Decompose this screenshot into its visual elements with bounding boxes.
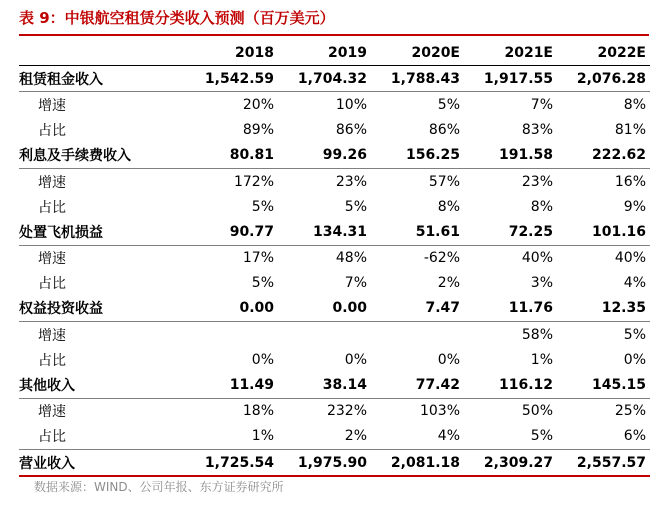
value-cell: 90.77 [185, 219, 278, 245]
value-cell: 20% [242, 96, 274, 113]
value-cell: -62% [423, 250, 460, 267]
value-cell: 1% [530, 351, 553, 368]
value-cell: 25% [614, 403, 646, 420]
value-cell: 0% [623, 351, 646, 368]
value-cell: 50% [521, 403, 553, 420]
table-row [19, 118, 650, 143]
value-cell: 58% [521, 326, 553, 343]
value-cell: 99.26 [278, 143, 371, 169]
value-cell: 7% [344, 275, 367, 292]
value-cell: 86% [335, 122, 367, 139]
row-label: 占比 [38, 276, 66, 293]
row-label: 占比 [38, 352, 66, 369]
value-cell: 72.25 [464, 219, 557, 245]
row-label: 增速 [38, 174, 66, 191]
value-cell: 2,557.57 [557, 450, 650, 477]
value-cell: 156.25 [371, 143, 464, 169]
row-label: 权益投资收益 [19, 296, 185, 322]
row-label: 处置飞机损益 [19, 219, 185, 245]
title-divider [19, 34, 649, 36]
value-cell: 11.49 [185, 372, 278, 398]
column-header: 2021E [464, 40, 557, 66]
row-label: 增速 [38, 327, 66, 344]
value-cell: 145.15 [557, 372, 650, 398]
value-cell: 5% [251, 198, 274, 215]
value-cell: 1% [251, 428, 274, 445]
value-cell [371, 322, 464, 348]
value-cell: 0% [437, 351, 460, 368]
value-cell: 2,081.18 [371, 450, 464, 477]
table-row [19, 143, 650, 169]
table-row [19, 398, 650, 424]
value-cell: 51.61 [371, 219, 464, 245]
table-row [19, 450, 650, 477]
value-cell: 80.81 [185, 143, 278, 169]
revenue-forecast-table [19, 40, 650, 477]
table-row [19, 347, 650, 372]
value-cell: 0.00 [278, 296, 371, 322]
value-cell: 23% [521, 173, 553, 190]
value-cell: 12.35 [557, 296, 650, 322]
row-label: 其他收入 [19, 372, 185, 398]
value-cell: 222.62 [557, 143, 650, 169]
row-label: 占比 [38, 199, 66, 216]
table-row [19, 168, 650, 194]
value-cell: 8% [530, 198, 553, 215]
table-row [19, 424, 650, 450]
value-cell: 48% [335, 250, 367, 267]
value-cell: 6% [623, 428, 646, 445]
value-cell: 2,076.28 [557, 66, 650, 92]
value-cell: 23% [335, 173, 367, 190]
table-row [19, 92, 650, 118]
column-header: 2020E [371, 40, 464, 66]
row-label: 占比 [38, 123, 66, 140]
table-body [19, 66, 650, 477]
row-label: 租赁租金收入 [19, 66, 185, 92]
table-row [19, 372, 650, 398]
value-cell: 2,309.27 [464, 450, 557, 477]
table-title: 表 9：中银航空租赁分类收入预测（百万美元） [19, 9, 335, 27]
row-label: 增速 [38, 97, 66, 114]
value-cell: 116.12 [464, 372, 557, 398]
value-cell: 11.76 [464, 296, 557, 322]
value-cell: 18% [242, 403, 274, 420]
value-cell: 81% [614, 122, 646, 139]
value-cell: 38.14 [278, 372, 371, 398]
value-cell: 4% [623, 275, 646, 292]
value-cell: 77.42 [371, 372, 464, 398]
value-cell: 2% [344, 428, 367, 445]
value-cell: 5% [251, 275, 274, 292]
value-cell: 232% [326, 403, 367, 420]
row-label: 利息及手续费收入 [19, 143, 185, 169]
value-cell: 16% [614, 173, 646, 190]
column-header: 2022E [557, 40, 650, 66]
value-cell: 40% [521, 250, 553, 267]
value-cell: 5% [344, 198, 367, 215]
value-cell: 4% [437, 428, 460, 445]
table-row [19, 271, 650, 296]
value-cell: 1,788.43 [371, 66, 464, 92]
value-cell: 8% [623, 96, 646, 113]
header-row [19, 40, 650, 66]
value-cell: 5% [437, 96, 460, 113]
table-row [19, 194, 650, 219]
table-row [19, 322, 650, 348]
value-cell: 0% [344, 351, 367, 368]
value-cell: 2% [437, 275, 460, 292]
column-header: 2018 [185, 40, 278, 66]
value-cell: 103% [419, 403, 460, 420]
value-cell: 5% [530, 428, 553, 445]
value-cell: 83% [521, 122, 553, 139]
value-cell: 7.47 [371, 296, 464, 322]
value-cell: 5% [623, 326, 646, 343]
value-cell: 1,917.55 [464, 66, 557, 92]
value-cell: 86% [428, 122, 460, 139]
row-label: 营业收入 [19, 450, 185, 477]
value-cell: 1,975.90 [278, 450, 371, 477]
value-cell: 89% [242, 122, 274, 139]
table-row [19, 296, 650, 322]
value-cell: 57% [428, 173, 460, 190]
value-cell: 17% [242, 250, 274, 267]
row-label: 占比 [38, 429, 66, 446]
value-cell: 172% [233, 173, 274, 190]
table-row [19, 219, 650, 245]
value-cell: 134.31 [278, 219, 371, 245]
value-cell: 40% [614, 250, 646, 267]
column-header: 2019 [278, 40, 371, 66]
value-cell: 1,542.59 [185, 66, 278, 92]
value-cell [278, 322, 371, 348]
table-row [19, 66, 650, 92]
row-label: 增速 [38, 404, 66, 421]
value-cell: 0% [251, 351, 274, 368]
value-cell: 3% [530, 275, 553, 292]
value-cell: 8% [437, 198, 460, 215]
value-cell: 1,704.32 [278, 66, 371, 92]
row-label: 增速 [38, 251, 66, 268]
value-cell: 1,725.54 [185, 450, 278, 477]
value-cell: 7% [530, 96, 553, 113]
value-cell: 0.00 [185, 296, 278, 322]
value-cell: 101.16 [557, 219, 650, 245]
value-cell [185, 322, 278, 348]
value-cell: 191.58 [464, 143, 557, 169]
value-cell: 9% [623, 198, 646, 215]
source-note: 数据来源：WIND、公司年报、东方证券研究所 [34, 480, 284, 494]
table-row [19, 245, 650, 271]
header-label-cell [19, 40, 185, 66]
value-cell: 10% [335, 96, 367, 113]
